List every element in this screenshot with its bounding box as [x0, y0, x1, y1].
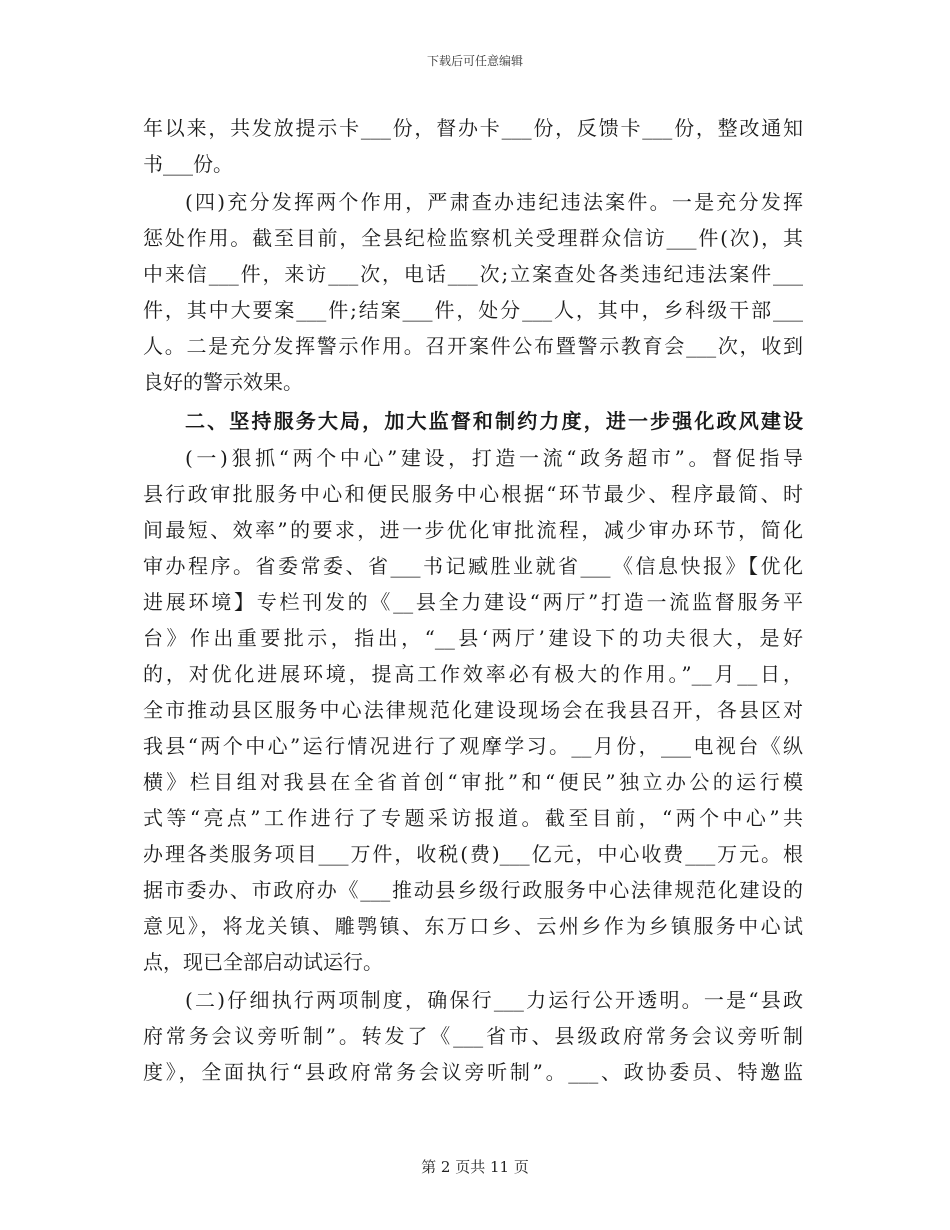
text-line: 意见》，将龙关镇、雕鹗镇、东万口乡、云州乡作为乡镇服务中心试: [143, 914, 803, 938]
text-line: 横》栏目组对我县在全省首创“审批”和“便民”独立办公的运行模: [143, 770, 803, 794]
text-line: 书___份。: [143, 152, 233, 176]
paragraph-start: (二)仔细执行两项制度，确保行___力运行公开透明。一是“县政: [185, 988, 803, 1012]
text-line: 办理各类服务项目___万件，收税(费)___亿元，中心收费___万元。根: [143, 842, 803, 866]
text-line: 良好的警示效果。: [143, 370, 303, 394]
text-line: 进展环境】专栏刊发的《__县全力建设“两厅”打造一流监督服务平: [143, 590, 803, 614]
section-heading: 二、坚持服务大局，加大监督和制约力度，进一步强化政风建设: [185, 409, 803, 433]
text-line: 度》，全面执行“县政府常务会议旁听制”。___、政协委员、特邀监: [143, 1060, 803, 1084]
text-line: 的，对优化进展环境，提高工作效率必有极大的作用。”__月__日，: [143, 662, 803, 686]
text-line: 式等“亮点”工作进行了专题采访报道。截至目前，“两个中心”共: [143, 806, 803, 830]
text-line: 人。二是充分发挥警示作用。召开案件公布暨警示教育会___次，收到: [143, 334, 803, 358]
text-line: 年以来，共发放提示卡___份，督办卡___份，反馈卡___份，整改通知: [143, 116, 803, 140]
text-line: 间最短、效率”的要求，进一步优化审批流程，减少审办环节，简化: [143, 518, 803, 542]
paragraph-start: (四)充分发挥两个作用，严肃查办违纪违法案件。一是充分发挥: [185, 190, 803, 214]
page-footer: 第 2 页共 11 页: [421, 1158, 529, 1176]
text-line: 台》作出重要批示，指出，“__县‘两厅’建设下的功夫很大，是好: [143, 626, 803, 650]
paragraph-start: (一)狠抓“两个中心”建设，打造一流“政务超市”。督促指导: [185, 446, 803, 470]
page-header: 下载后可任意编辑: [426, 54, 523, 68]
text-line: 府常务会议旁听制”。转发了《___省市、县级政府常务会议旁听制: [143, 1024, 803, 1048]
text-line: 惩处作用。截至目前，全县纪检监察机关受理群众信访___件(次)，其: [143, 226, 803, 250]
text-line: 全市推动县区服务中心法律规范化建设现场会在我县召开，各县区对: [143, 698, 803, 722]
text-line: 件，其中大要案___件;结案___件，处分___人，其中，乡科级干部___: [143, 298, 803, 322]
text-line: 点，现已全部启动试运行。: [143, 950, 383, 974]
text-line: 我县“两个中心”运行情况进行了观摩学习。__月份，___电视台《纵: [143, 734, 803, 758]
text-line: 审办程序。省委常委、省___书记臧胜业就省___《信息快报》【优化: [143, 554, 803, 578]
text-line: 县行政审批服务中心和便民服务中心根据“环节最少、程序最简、时: [143, 482, 803, 506]
text-line: 中来信___件，来访___次，电话___次;立案查处各类违纪违法案件___: [143, 262, 803, 286]
text-line: 据市委办、市政府办《___推动县乡级行政服务中心法律规范化建设的: [143, 878, 803, 902]
